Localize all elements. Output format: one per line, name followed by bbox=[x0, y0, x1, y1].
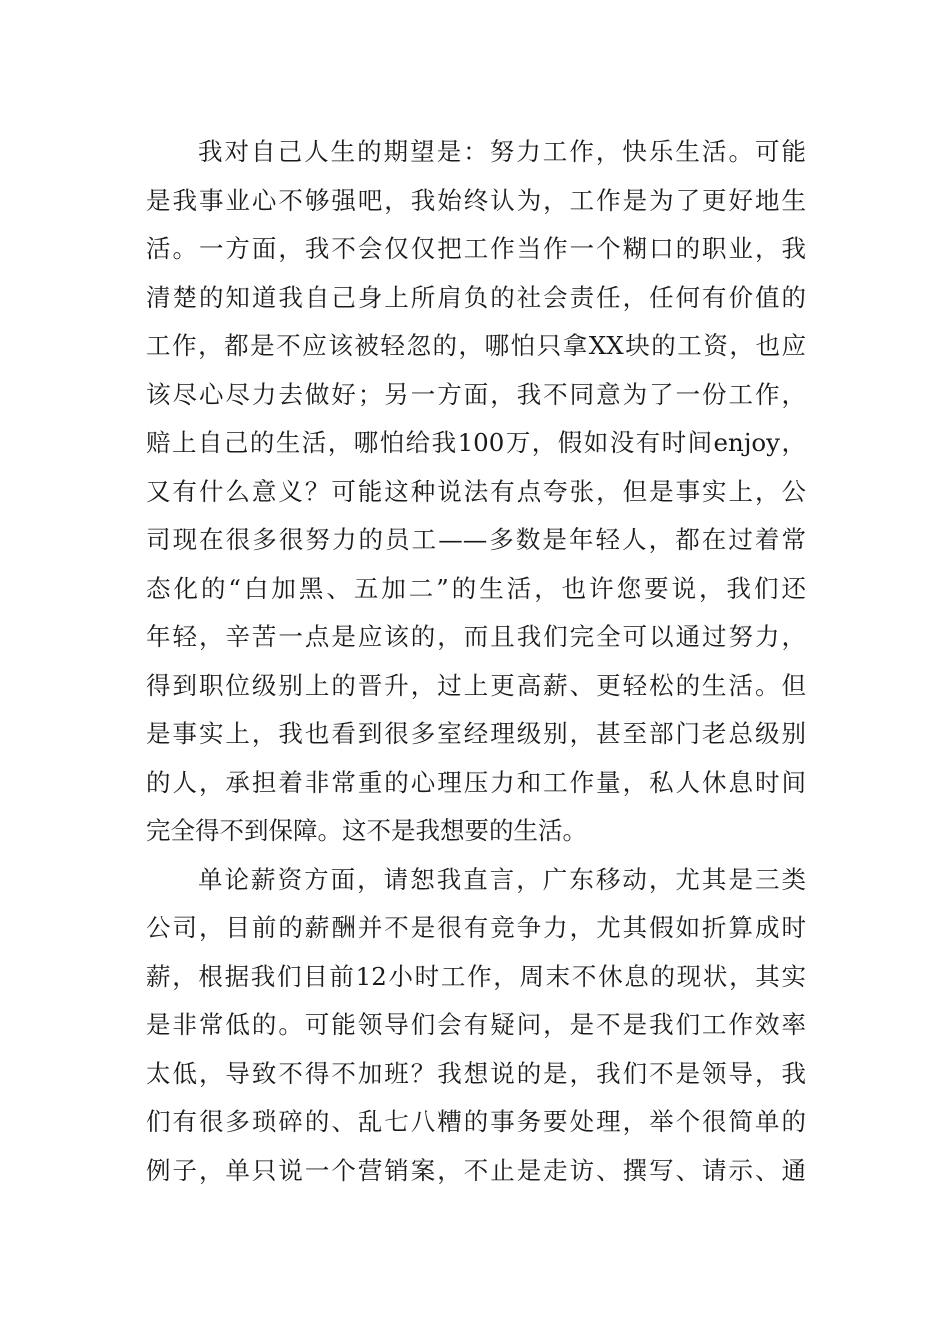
text-line: 赔上自己的生活，哪怕给我100万，假如没有时间enjoy， bbox=[146, 428, 806, 457]
text-line: 例子，单只说一个营销案，不止是走访、撰写、请示、通 bbox=[146, 1155, 806, 1185]
document-body bbox=[146, 128, 806, 1195]
text-line: 是非常低的。可能领导们会有疑问，是不是我们工作效率 bbox=[146, 1010, 806, 1039]
text-line: 公司，目前的薪酬并不是很有竞争力，尤其假如折算成时 bbox=[146, 913, 806, 942]
text-line: 得到职位级别上的晋升，过上更高薪、更轻松的生活。但 bbox=[146, 670, 806, 700]
text-line: 又有什么意义？可能这种说法有点夸张，但是事实上，公 bbox=[146, 476, 806, 506]
text-line: 们有很多琐碎的、乱七八糟的事务要处理，举个很简单的 bbox=[146, 1107, 806, 1136]
text-line: 的人，承担着非常重的心理压力和工作量，私人休息时间 bbox=[146, 767, 806, 797]
paragraph-salary bbox=[146, 856, 806, 1196]
paragraph-expectations bbox=[146, 128, 806, 856]
text-line: 年轻，辛苦一点是应该的，而且我们完全可以通过努力， bbox=[146, 622, 806, 651]
text-line: 司现在很多很努力的员工——多数是年轻人，都在过着常 bbox=[146, 525, 806, 554]
text-line: 态化的“白加黑、五加二”的生活，也许您要说，我们还 bbox=[146, 573, 806, 603]
text-line: 我对自己人生的期望是：努力工作，快乐生活。可能 bbox=[198, 137, 806, 166]
text-line: 完全得不到保障。这不是我想要的生活。 bbox=[146, 816, 587, 845]
text-line: 是事实上，我也看到很多室经理级别，甚至部门老总级别 bbox=[146, 719, 806, 748]
text-line: 单论薪资方面，请恕我直言，广东移动，尤其是三类 bbox=[198, 864, 806, 894]
text-line: 是我事业心不够强吧，我始终认为，工作是为了更好地生 bbox=[146, 185, 806, 215]
text-line: 薪，根据我们目前12小时工作，周末不休息的现状，其实 bbox=[146, 961, 806, 991]
text-line: 该尽心尽力去做好；另一方面，我不同意为了一份工作， bbox=[146, 379, 806, 409]
text-line: 活。一方面，我不会仅仅把工作当作一个糊口的职业，我 bbox=[146, 234, 806, 263]
text-line: 工作，都是不应该被轻忽的，哪怕只拿XX块的工资，也应 bbox=[146, 331, 806, 360]
text-line: 太低，导致不得不加班？我想说的是，我们不是领导，我 bbox=[146, 1058, 806, 1088]
text-line: 清楚的知道我自己身上所肩负的社会责任，任何有价值的 bbox=[146, 282, 806, 312]
